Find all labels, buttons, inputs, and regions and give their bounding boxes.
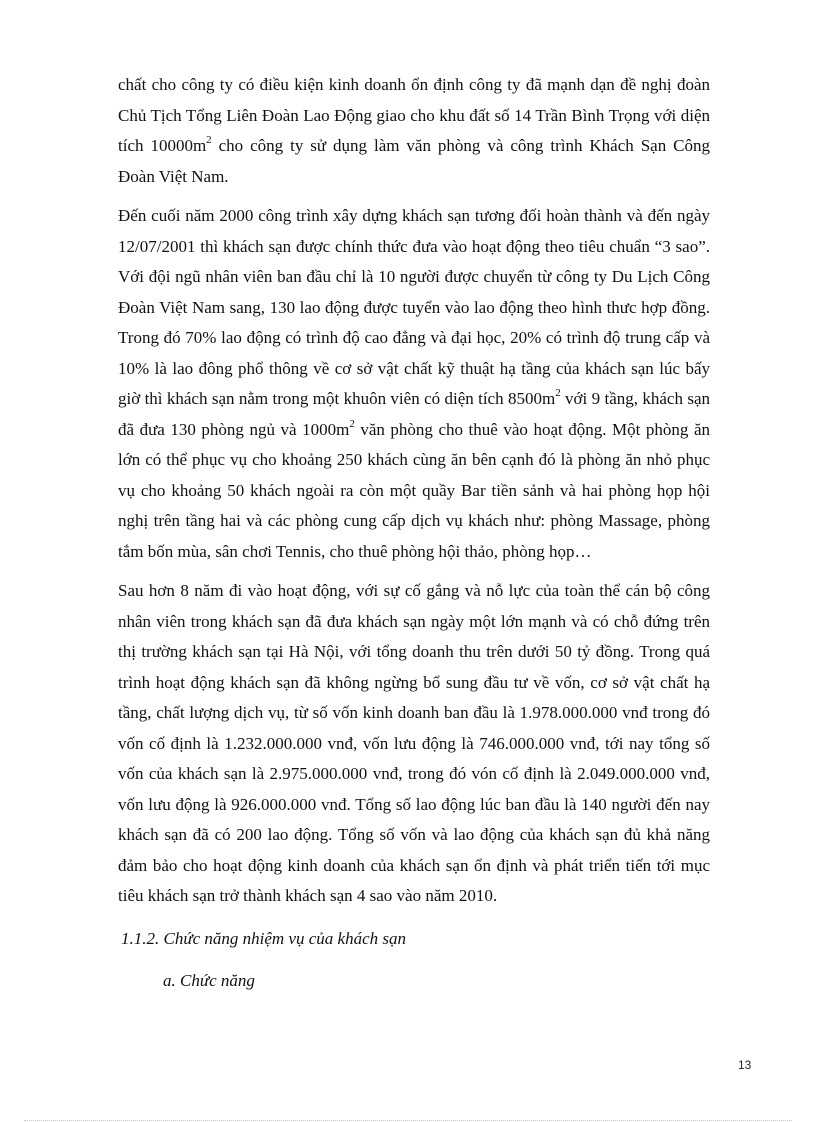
superscript-2: 2 [206,134,212,147]
superscript-2: 2 [555,387,561,400]
document-body [118,70,710,921]
paragraph-3-text: Sau hơn 8 năm đi vào hoạt động, với sự cố gắng và nỗ lực của toàn thể cán bộ công nhân viên trong khách sạn đã đưa khách sạn ngày một lớn mạnh và có chỗ đứng trên thị trường khách sạn tại Hà Nội, với tổng doanh thu trên dưới 50 tỷ đồng. Trong quá trình hoạt động khách sạn đã không ngừng bổ sung đầu tư về vốn, cơ sở vật chất hạ tầng, chất lượng dịch vụ, từ số vốn kinh doanh ban đầu là 1.978.000.000 vnđ trong đó vốn cố định là 1.232.000.000 vnđ, vốn lưu động là 746.000.000 vnđ, tới nay tổng số vốn của khách sạn là 2.975.000.000 vnđ, trong đó vón cố định là 2.049.000.000 vnđ, vốn lưu động là 926.000.000 vnđ. Tổng số lao động lúc ban đầu là 140 người đến nay khách sạn đã có 200 lao động. Tổng số vốn và lao động của khách sạn đủ khả năng đảm bảo cho hoạt động kinh doanh của khách sạn ổn định và phát triển tiến tới mục tiêu khách sạn trở thành khách sạn 4 sao vào năm 2010. [118,581,710,905]
paragraph-3 [118,576,710,912]
section-heading: 1.1.2. Chức năng nhiệm vụ của khách sạn [121,929,406,948]
paragraph-1-text-b: cho công ty sử dụng làm văn phòng và công trình Khách Sạn Công Đoàn Việt Nam. [118,136,710,186]
paragraph-2-text-c: văn phòng cho thuê vào hoạt động. Một phòng ăn lớn có thể phục vụ cho khoảng 250 khách cùng ăn bên cạnh đó là phòng ăn nhỏ phục vụ cho khoảng 50 khách ngoài ra còn một quầy Bar tiền sảnh và hai phòng họp hội nghị trên tầng hai và các phòng cung cấp dịch vụ khách như: phòng Massage, phòng tắm bốn mùa, sân chơi Tennis, cho thuê phòng hội thảo, phòng họp… [118,419,711,561]
page-number: 13 [738,1058,752,1072]
paragraph-2-text-b: với 9 tầng, khách sạn đã đưa 130 phòng ngủ và 1000m [118,389,710,439]
paragraph-1-text-a: chất cho công ty có điều kiện kinh doanh ổn định công ty đã mạnh dạn đề nghị đoàn Chủ Tịch Tổng Liên Đoàn Lao Động giao cho khu đất số 14 Trần Bình Trọng với diện tích 10000m [118,75,710,155]
page-bottom-border [24,1120,792,1121]
subsection-heading: a. Chức năng [163,971,255,990]
superscript-2: 2 [349,417,355,430]
paragraph-2-text-a: Đến cuối năm 2000 công trình xây dựng khách sạn tương đối hoàn thành và đến ngày 12/07/2001 thì khách sạn được chính thức đưa vào hoạt động theo tiêu chuẩn “3 sao”. Với đội ngũ nhân viên ban đầu chỉ là 10 người được chuyển từ công ty Du Lịch Công Đoàn Việt Nam sang, 130 lao động được tuyển vào lao động theo hình thưc hợp đồng. Trong đó 70% lao động có trình độ cao đẳng và đại học, 20% có trình độ trung cấp và 10% là lao đông phổ thông về cơ sở vật chất kỹ thuật hạ tầng của khách sạn lúc bấy giờ thì khách sạn nằm trong một khuôn viên có diện tích 8500m [118,206,710,408]
paragraph-1 [118,70,710,192]
paragraph-2 [118,201,710,567]
